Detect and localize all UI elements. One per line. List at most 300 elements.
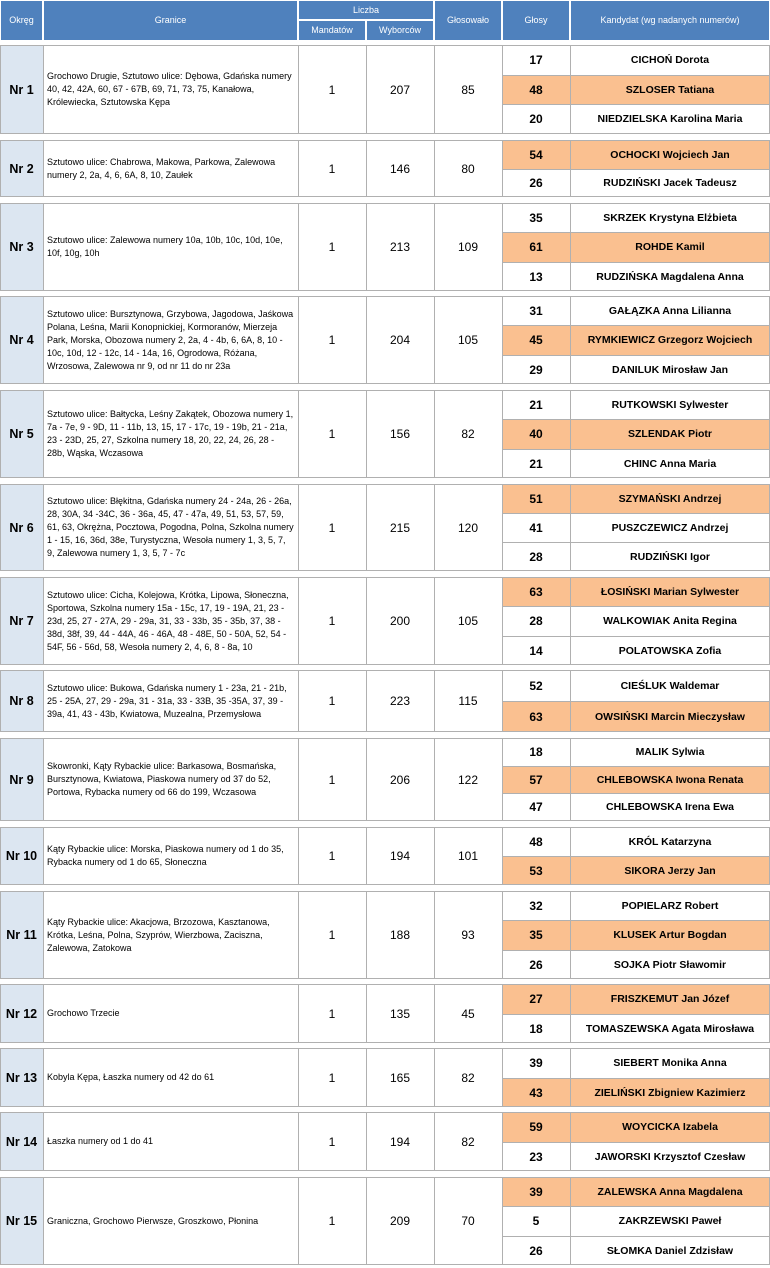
candidate-votes: 63 [502, 701, 570, 732]
grid-line [0, 477, 770, 478]
grid-line [502, 390, 503, 478]
turnout-count: 85 [434, 45, 502, 134]
mandates-count: 1 [298, 1177, 366, 1265]
grid-line [0, 140, 770, 141]
grid-line [0, 390, 1, 478]
grid-line [502, 984, 503, 1043]
candidate-name: RYMKIEWICZ Grzegorz Wojciech [570, 325, 770, 355]
grid-line [502, 296, 503, 384]
candidate-votes: 27 [502, 984, 570, 1014]
turnout-count: 82 [434, 1112, 502, 1171]
grid-line [502, 75, 770, 76]
district-boundaries: Sztutowo ulice: Bukowa, Gdańska numery 1 - 23a, 21 - 21b, 25 - 25A, 27, 29 - 29a, 31 - 31a, 33 - 33B, 35 -35A, 37, 39 - 39a, 41, 43 - 43b, Kwiatowa, Muzealna, Przemysłowa [43, 670, 298, 732]
district-boundaries: Łaszka numery od 1 do 41 [43, 1112, 298, 1171]
mandates-count: 1 [298, 738, 366, 821]
header-wyborcow: Wyborców [366, 20, 434, 41]
candidate-name: ROHDE Kamil [570, 232, 770, 262]
grid-line [43, 891, 44, 979]
candidate-votes: 13 [502, 262, 570, 291]
candidate-votes: 20 [502, 104, 570, 134]
grid-line [434, 484, 435, 571]
candidate-name: CIEŚLUK Waldemar [570, 670, 770, 701]
grid-line [0, 664, 770, 665]
grid-line [0, 820, 770, 821]
grid-line [366, 827, 367, 885]
grid-line [502, 1078, 770, 1079]
grid-line [366, 203, 367, 291]
grid-line [43, 827, 44, 885]
grid-line [434, 827, 435, 885]
grid-line [366, 577, 367, 665]
candidate-votes: 23 [502, 1142, 570, 1171]
candidate-votes: 39 [502, 1048, 570, 1078]
grid-line [366, 390, 367, 478]
candidate-votes: 28 [502, 606, 570, 636]
mandates-count: 1 [298, 891, 366, 979]
candidate-votes: 39 [502, 1177, 570, 1206]
header-glosowalo: Głosowało [434, 0, 502, 41]
turnout-count: 122 [434, 738, 502, 821]
mandates-count: 1 [298, 203, 366, 291]
grid-line [502, 636, 770, 637]
candidate-votes: 48 [502, 75, 570, 104]
grid-line [298, 140, 299, 197]
grid-line [298, 670, 299, 732]
grid-line [502, 1177, 503, 1265]
grid-line [570, 1177, 571, 1265]
district-number: Nr 10 [0, 827, 43, 885]
grid-line [434, 738, 435, 821]
grid-line [43, 1112, 44, 1171]
grid-line [434, 1177, 435, 1265]
district-number: Nr 6 [0, 484, 43, 571]
grid-line [0, 390, 770, 391]
grid-line [0, 1264, 770, 1265]
district-boundaries: Sztutowo ulice: Błękitna, Gdańska numery 24 - 24a, 26 - 26a, 28, 30A, 34 -34C, 36 - 36a, 45, 47 - 47a, 49, 51, 53, 57, 59, 61, 63, Okrężna, Pocztowa, Pogodna, Polna, Szkolna numery 1 - 15, 16, 36d, 38e, Turystyczna, Wesoła numery 1, 3, 5, 7, 9, Zalewowa numery 1, 3, 5, 7 - 7c [43, 484, 298, 571]
mandates-count: 1 [298, 484, 366, 571]
grid-line [366, 891, 367, 979]
candidate-votes: 54 [502, 140, 570, 169]
header-okreg: Okręg [0, 0, 43, 41]
grid-line [0, 1106, 770, 1107]
district-number: Nr 7 [0, 577, 43, 665]
candidate-votes: 26 [502, 950, 570, 979]
grid-line [0, 577, 1, 665]
mandates-count: 1 [298, 1112, 366, 1171]
grid-line [502, 766, 770, 767]
grid-line [502, 542, 770, 543]
voters-count: 213 [366, 203, 434, 291]
grid-line [434, 203, 435, 291]
candidate-name: ZIELIŃSKI Zbigniew Kazimierz [570, 1078, 770, 1107]
grid-line [0, 383, 770, 384]
candidate-votes: 35 [502, 920, 570, 950]
voters-count: 194 [366, 1112, 434, 1171]
grid-line [0, 827, 1, 885]
grid-line [0, 196, 770, 197]
grid-line [570, 1112, 571, 1171]
candidate-name: ZAKRZEWSKI Paweł [570, 1206, 770, 1236]
grid-line [434, 1112, 435, 1171]
turnout-count: 82 [434, 390, 502, 478]
grid-line [502, 1206, 770, 1207]
grid-line [570, 140, 571, 197]
voters-count: 188 [366, 891, 434, 979]
candidate-votes: 5 [502, 1206, 570, 1236]
candidate-name: ŁOSIŃSKI Marian Sylwester [570, 577, 770, 606]
grid-line [43, 1048, 44, 1107]
candidate-name: CHLEBOWSKA Irena Ewa [570, 793, 770, 821]
grid-line [502, 262, 770, 263]
grid-line [570, 484, 571, 571]
candidate-name: POPIELARZ Robert [570, 891, 770, 920]
candidate-name: JAWORSKI Krzysztof Czesław [570, 1142, 770, 1171]
voters-count: 206 [366, 738, 434, 821]
grid-line [0, 570, 770, 571]
candidate-name: SZLENDAK Piotr [570, 419, 770, 449]
grid-line [43, 45, 44, 134]
grid-line [366, 1048, 367, 1107]
district-number: Nr 4 [0, 296, 43, 384]
candidate-name: SIKORA Jerzy Jan [570, 856, 770, 885]
grid-line [434, 140, 435, 197]
candidate-name: NIEDZIELSKA Karolina Maria [570, 104, 770, 134]
voters-count: 215 [366, 484, 434, 571]
turnout-count: 115 [434, 670, 502, 732]
mandates-count: 1 [298, 296, 366, 384]
candidate-name: SOJKA Piotr Sławomir [570, 950, 770, 979]
grid-line [570, 390, 571, 478]
grid-line [0, 670, 770, 671]
grid-line [298, 891, 299, 979]
mandates-count: 1 [298, 140, 366, 197]
district-boundaries: Kobyla Kępa, Łaszka numery od 42 do 61 [43, 1048, 298, 1107]
grid-line [0, 484, 1, 571]
grid-line [570, 203, 571, 291]
candidate-name: SZYMAŃSKI Andrzej [570, 484, 770, 513]
grid-line [298, 1048, 299, 1107]
candidate-name: GAŁĄZKA Anna Lilianna [570, 296, 770, 325]
grid-line [0, 1048, 1, 1107]
voters-count: 209 [366, 1177, 434, 1265]
grid-line [0, 984, 1, 1043]
grid-line [43, 140, 44, 197]
grid-line [366, 670, 367, 732]
grid-line [43, 296, 44, 384]
grid-line [0, 484, 770, 485]
candidate-votes: 47 [502, 793, 570, 821]
candidate-name: WOYCICKA Izabela [570, 1112, 770, 1142]
candidate-name: CICHOŃ Dorota [570, 45, 770, 75]
candidate-name: KLUSEK Artur Bogdan [570, 920, 770, 950]
candidate-votes: 48 [502, 827, 570, 856]
grid-line [0, 296, 1, 384]
grid-line [43, 203, 44, 291]
grid-line [502, 738, 503, 821]
district-boundaries: Graniczna, Grochowo Pierwsze, Groszkowo, Płonina [43, 1177, 298, 1265]
grid-line [0, 45, 1, 134]
candidate-name: TOMASZEWSKA Agata Mirosława [570, 1014, 770, 1043]
grid-line [502, 513, 770, 514]
grid-line [502, 701, 770, 702]
grid-line [502, 670, 503, 732]
candidate-votes: 59 [502, 1112, 570, 1142]
turnout-count: 80 [434, 140, 502, 197]
turnout-count: 70 [434, 1177, 502, 1265]
grid-line [43, 577, 44, 665]
candidate-name: SIEBERT Monika Anna [570, 1048, 770, 1078]
voters-count: 135 [366, 984, 434, 1043]
candidate-name: DANILUK Mirosław Jan [570, 355, 770, 384]
grid-line [0, 891, 1, 979]
candidate-votes: 41 [502, 513, 570, 542]
district-number: Nr 1 [0, 45, 43, 134]
candidate-votes: 31 [502, 296, 570, 325]
grid-line [43, 738, 44, 821]
candidate-votes: 57 [502, 766, 570, 793]
grid-line [366, 45, 367, 134]
grid-line [570, 577, 571, 665]
candidate-votes: 40 [502, 419, 570, 449]
district-boundaries: Sztutowo ulice: Zalewowa numery 10a, 10b, 10c, 10d, 10e, 10f, 10g, 10h [43, 203, 298, 291]
grid-line [0, 984, 770, 985]
grid-line [298, 296, 299, 384]
district-boundaries: Grochowo Drugie, Sztutowo ulice: Dębowa, Gdańska numery 40, 42, 42A, 60, 67 - 67B, 69, 71, 73, 75, Kanałowa, Królewiecka, Sztutowska Kępa [43, 45, 298, 134]
grid-line [0, 45, 770, 46]
grid-line [502, 1048, 503, 1107]
grid-line [366, 140, 367, 197]
grid-line [0, 203, 770, 204]
district-number: Nr 2 [0, 140, 43, 197]
grid-line [0, 884, 770, 885]
district-boundaries: Skowronki, Kąty Rybackie ulice: Barkasowa, Bosmańska, Bursztynowa, Kwiatowa, Piaskowa numery od 37 do 52, Portowa, Rybacka numery od 66 do 199, Wczasowa [43, 738, 298, 821]
candidate-name: SŁOMKA Daniel Zdzisław [570, 1236, 770, 1265]
candidate-name: POLATOWSKA Zofia [570, 636, 770, 665]
grid-line [502, 1014, 770, 1015]
candidate-votes: 45 [502, 325, 570, 355]
mandates-count: 1 [298, 984, 366, 1043]
candidate-name: KRÓL Katarzyna [570, 827, 770, 856]
district-number: Nr 5 [0, 390, 43, 478]
grid-line [366, 984, 367, 1043]
grid-line [434, 577, 435, 665]
turnout-count: 101 [434, 827, 502, 885]
grid-line [570, 984, 571, 1043]
grid-line [0, 1048, 770, 1049]
voters-count: 223 [366, 670, 434, 732]
grid-line [43, 984, 44, 1043]
candidate-votes: 63 [502, 577, 570, 606]
grid-line [298, 738, 299, 821]
district-number: Nr 13 [0, 1048, 43, 1107]
grid-line [570, 891, 571, 979]
district-number: Nr 3 [0, 203, 43, 291]
district-boundaries: Kąty Rybackie ulice: Morska, Piaskowa numery od 1 do 35, Rybacka numery od 1 do 65, Słoneczna [43, 827, 298, 885]
grid-line [434, 1048, 435, 1107]
grid-line [502, 104, 770, 105]
grid-line [502, 1112, 503, 1171]
grid-line [502, 203, 503, 291]
candidate-votes: 35 [502, 203, 570, 232]
candidate-name: FRISZKEMUT Jan Józef [570, 984, 770, 1014]
grid-line [0, 133, 770, 134]
grid-line [0, 731, 770, 732]
grid-line [366, 738, 367, 821]
grid-line [570, 738, 571, 821]
voters-count: 194 [366, 827, 434, 885]
candidate-name: SZLOSER Tatiana [570, 75, 770, 104]
grid-line [0, 738, 1, 821]
grid-line [502, 169, 770, 170]
grid-line [0, 203, 1, 291]
grid-line [0, 1112, 770, 1113]
turnout-count: 109 [434, 203, 502, 291]
voters-count: 207 [366, 45, 434, 134]
grid-line [502, 325, 770, 326]
grid-line [366, 296, 367, 384]
grid-line [434, 891, 435, 979]
mandates-count: 1 [298, 1048, 366, 1107]
candidate-name: MALIK Sylwia [570, 738, 770, 766]
grid-line [43, 670, 44, 732]
grid-line [43, 484, 44, 571]
grid-line [502, 827, 503, 885]
grid-line [0, 1042, 770, 1043]
grid-line [0, 1177, 770, 1178]
mandates-count: 1 [298, 670, 366, 732]
grid-line [502, 891, 503, 979]
candidate-votes: 53 [502, 856, 570, 885]
grid-line [502, 355, 770, 356]
turnout-count: 105 [434, 577, 502, 665]
grid-line [570, 45, 571, 134]
district-number: Nr 15 [0, 1177, 43, 1265]
grid-line [0, 296, 770, 297]
candidate-name: CHLEBOWSKA Iwona Renata [570, 766, 770, 793]
turnout-count: 82 [434, 1048, 502, 1107]
grid-line [0, 827, 770, 828]
candidate-votes: 52 [502, 670, 570, 701]
candidate-votes: 21 [502, 390, 570, 419]
candidate-name: WALKOWIAK Anita Regina [570, 606, 770, 636]
grid-line [0, 670, 1, 732]
grid-line [502, 140, 503, 197]
candidate-votes: 51 [502, 484, 570, 513]
grid-line [298, 45, 299, 134]
grid-line [0, 978, 770, 979]
header-granice: Granice [43, 0, 298, 41]
candidate-name: RUTKOWSKI Sylwester [570, 390, 770, 419]
mandates-count: 1 [298, 827, 366, 885]
grid-line [502, 419, 770, 420]
grid-line [434, 670, 435, 732]
district-boundaries: Grochowo Trzecie [43, 984, 298, 1043]
district-number: Nr 11 [0, 891, 43, 979]
grid-line [434, 390, 435, 478]
header-mandatow: Mandatów [298, 20, 366, 41]
grid-line [298, 1112, 299, 1171]
voters-count: 204 [366, 296, 434, 384]
grid-line [502, 45, 503, 134]
grid-line [502, 920, 770, 921]
header-liczba: Liczba [298, 0, 434, 20]
grid-line [43, 1177, 44, 1265]
grid-line [0, 738, 770, 739]
district-boundaries: Sztutowo ulice: Bursztynowa, Grzybowa, Jagodowa, Jaśkowa Polana, Leśna, Marii Konopnickiej, Kormoranów, Mierzeja Park, Morska, Obozowa numery 2, 2a, 4 - 4b, 6, 6A, 8, 10 - 10c, 10d, 12 - 12c, 14 - 14a, 16, Ogrodowa, Różana, Wrzosowa, Zalewowa nr 9, od nr 11 do nr 23a [43, 296, 298, 384]
mandates-count: 1 [298, 390, 366, 478]
grid-line [502, 606, 770, 607]
candidate-name: OWSIŃSKI Marcin Mieczysław [570, 701, 770, 732]
grid-line [502, 856, 770, 857]
candidate-name: RUDZIŃSKI Jacek Tadeusz [570, 169, 770, 197]
grid-line [0, 290, 770, 291]
grid-line [298, 984, 299, 1043]
candidate-votes: 18 [502, 738, 570, 766]
grid-line [502, 793, 770, 794]
grid-line [434, 296, 435, 384]
grid-line [570, 670, 571, 732]
candidate-votes: 18 [502, 1014, 570, 1043]
district-boundaries: Sztutowo ulice: Bałtycka, Leśny Zakątek, Obozowa numery 1, 7a - 7e, 9 - 9D, 11 - 11b, 13, 15, 17 - 17c, 19 - 19b, 21 - 21a, 23 - 23D, 25, 27, Szkolna numery 18, 20, 22, 24, 26, 28 - 28b, Wąska, Wczasowa [43, 390, 298, 478]
candidate-name: CHINC Anna Maria [570, 449, 770, 478]
candidate-votes: 61 [502, 232, 570, 262]
grid-line [434, 45, 435, 134]
grid-line [570, 296, 571, 384]
grid-line [298, 577, 299, 665]
grid-line [502, 1236, 770, 1237]
grid-line [366, 1112, 367, 1171]
candidate-name: SKRZEK Krystyna Elżbieta [570, 203, 770, 232]
district-number: Nr 12 [0, 984, 43, 1043]
turnout-count: 120 [434, 484, 502, 571]
candidate-votes: 14 [502, 636, 570, 665]
mandates-count: 1 [298, 577, 366, 665]
grid-line [502, 950, 770, 951]
district-boundaries: Sztutowo ulice: Chabrowa, Makowa, Parkowa, Zalewowa numery 2, 2a, 4, 6, 6A, 8, 10, Zaułek [43, 140, 298, 197]
grid-line [0, 1170, 770, 1171]
grid-line [298, 484, 299, 571]
grid-line [298, 390, 299, 478]
district-number: Nr 14 [0, 1112, 43, 1171]
candidate-name: OCHOCKI Wojciech Jan [570, 140, 770, 169]
district-number: Nr 8 [0, 670, 43, 732]
grid-line [502, 577, 503, 665]
grid-line [366, 1177, 367, 1265]
district-boundaries: Kąty Rybackie ulice: Akacjowa, Brzozowa, Kasztanowa, Krótka, Leśna, Polna, Szyprów, Wierzbowa, Zaciszna, Zalewowa, Zatokowa [43, 891, 298, 979]
voters-count: 156 [366, 390, 434, 478]
candidate-name: PUSZCZEWICZ Andrzej [570, 513, 770, 542]
grid-line [502, 232, 770, 233]
header-glosy: Głosy [502, 0, 570, 41]
voters-count: 165 [366, 1048, 434, 1107]
candidate-name: ZALEWSKA Anna Magdalena [570, 1177, 770, 1206]
voters-count: 146 [366, 140, 434, 197]
grid-line [502, 484, 503, 571]
turnout-count: 105 [434, 296, 502, 384]
district-number: Nr 9 [0, 738, 43, 821]
candidate-votes: 26 [502, 169, 570, 197]
district-boundaries: Sztutowo ulice: Cicha, Kolejowa, Krótka, Lipowa, Słoneczna, Sportowa, Szkolna numery 15a - 15c, 17, 19 - 19A, 21, 23 - 23d, 25, 27 - 27A, 29 - 29a, 31, 33 - 33b, 35 - 35b, 37, 38 - 38d, 38f, 39, 44 - 44A, 46 - 46A, 48 - 48E, 50 - 50A, 52, 54 - 54F, 56 - 56d, 58, Wesoła numery 2, 4, 6, 8 - 8a, 10 [43, 577, 298, 665]
candidate-name: RUDZIŃSKI Igor [570, 542, 770, 571]
grid-line [0, 140, 1, 197]
candidate-name: RUDZIŃSKA Magdalena Anna [570, 262, 770, 291]
grid-line [0, 577, 770, 578]
grid-line [502, 1142, 770, 1143]
candidate-votes: 17 [502, 45, 570, 75]
candidate-votes: 43 [502, 1078, 570, 1107]
grid-line [298, 203, 299, 291]
candidate-votes: 26 [502, 1236, 570, 1265]
